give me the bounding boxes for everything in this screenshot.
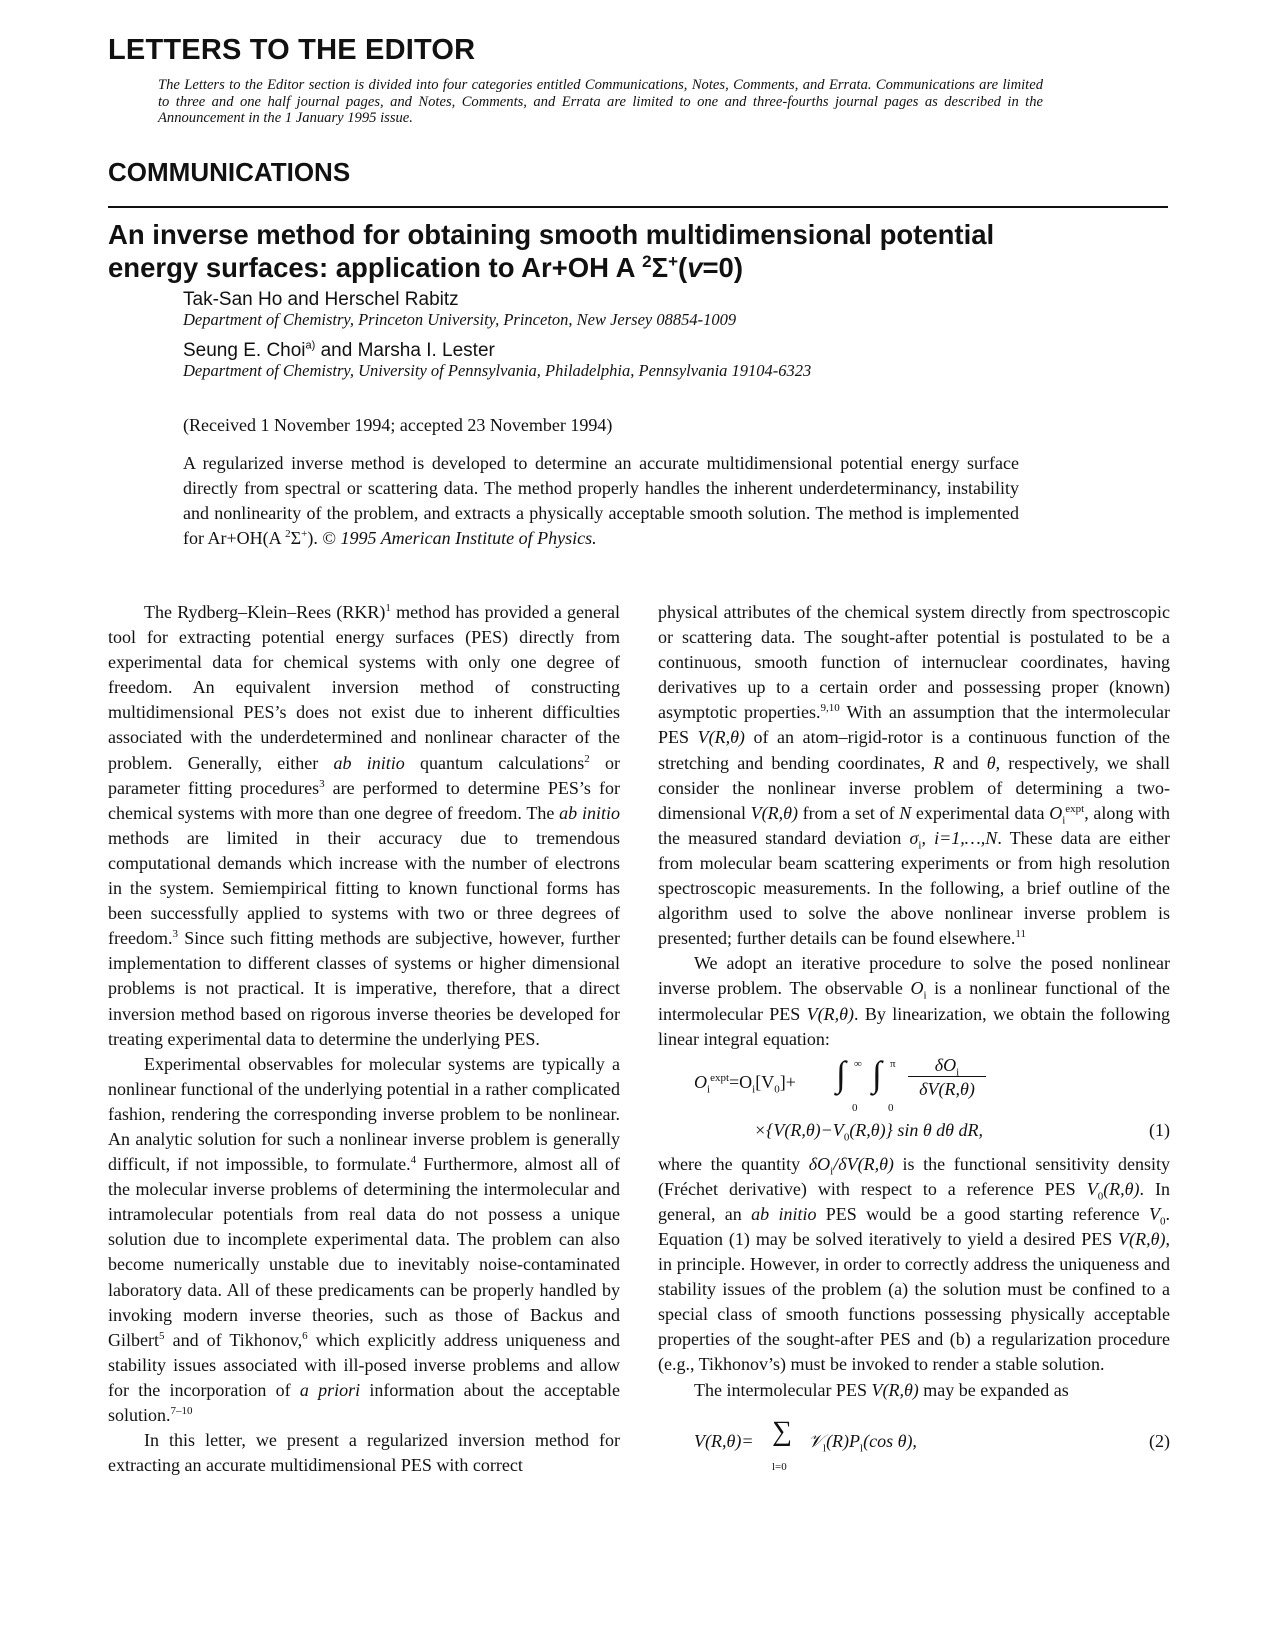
title-line-1: An inverse method for obtaining smooth multidimensional potential: [108, 219, 995, 250]
title-line-2: energy surfaces: application to Ar+OH A $^2$Σ+(v=0): [108, 251, 743, 283]
paragraph: The intermolecular PES V(R,θ) may be expanded as: [694, 1379, 1069, 1400]
paragraph: Experimental observables for molecular systems are typically a nonlinear functional of the underlying potential in a rather complicated fashion, rendering the corresponding inverse problem to be nonlinear. An analytic solution for such a nonlinear inverse problem is generally difficult, if not impossible, to formulate.$^4$ Furthermore, almost all of the molecular inverse problems of determining the intermolecular and intramolecular potentials from real data do not possess a unique solution due to incomplete experimental data. The problem can also become numerically unstable due to inevitably noise-contaminated laboratory data. All of these predicaments can be properly handled by invoking modern inverse theories, such as those of Backus and Gilbert$^5$ and of Tikhonov,$^6$ which explicitly address uniqueness and stability issues associated with ill-posed inverse problems and allow for the incorporation of a priori information about the acceptable solution.$^{7-10}$: [108, 1053, 620, 1425]
paragraph: The Rydberg–Klein–Rees (RKR)$^1$ method has provided a general tool for extracting potential energy surfaces (PES) directly from experimental data for chemical systems with only one degree of freedom. An equivalent inversion method of constructing multidimensional PES’s does not exist due to inherent difficulties associated with the underdetermined and nonlinear character of the problem. Generally, either ab initio quantum calculations$^2$ or parameter fitting procedures$^3$ are performed to determine PES’s for chemical systems with more than one degree of freedom. The ab initio methods are limited in their accuracy due to tremendous computational demands which increase with the number of electrons in the system. Semiempirical fitting to known functional forms has been successfully applied to systems with two or three degrees of freedom.$^3$ Since such fitting methods are subjective, however, further implementation to different classes of systems or higher dimensional problems is not practical. It is imperative, therefore, that a direct inversion method based on rigorous inverse theories be developed for treating experimental data to determine the underlying PES.: [108, 602, 621, 1049]
subsection-title: COMMUNICATIONS: [108, 157, 351, 187]
authors-1: Tak-San Ho and Herschel Rabitz: [183, 289, 459, 310]
authors-2: Seung E. Choi$^{a)}$ and Marsha I. Lester: [183, 339, 495, 361]
paragraph: We adopt an iterative procedure to solve the posed nonlinear inverse problem. The observable $O_i$ is a nonlinear functional of the intermolecular PES V(R,θ). By linearization, we obtain the following linear integral equation:: [658, 953, 1171, 1049]
equation-2: V(R,θ)= ∑ l=0 $𝒱_l(R)P_l(\cos$ θ), (2): [694, 1415, 1170, 1473]
sum-sign: ∑: [772, 1415, 792, 1447]
article-title: [108, 218, 1178, 284]
integral-sign: ∫: [836, 1053, 846, 1094]
fraction-numerator: $\delta O_i$: [908, 1054, 986, 1077]
paragraph: In this letter, we present a regularized inversion method for extracting an accurate multidimensional PES with correct: [108, 1430, 620, 1476]
equation-number: (1): [1149, 1119, 1170, 1140]
abstract: A regularized inverse method is developed to determine an accurate multidimensional potential energy surface directly from spectral or scattering data. The method properly handles the inherent underdeterminancy, instability and nonlinearity of the problem, and extracts a physically acceptable smooth solution. The method is implemented for Ar+OH(A $^2$Σ+). © 1995 American Institute of Physics.: [183, 453, 1019, 548]
paragraph: physical attributes of the chemical system directly from spectroscopic or scattering data. The sought-after potential is postulated to be a continuous, smooth function of internuclear coordinates, having derivatives up to a certain order and possessing proper (known) asymptotic properties.$^{9,10}$ With an assumption that the intermolecular PES V(R,θ) of an atom–rigid-rotor is a continuous function of the stretching and bending coordinates, R and θ, respectively, we shall consider the nonlinear inverse problem of determining a two-dimensional V(R,θ) from a set of N experimental data $O_i^{expt}$, along with the measured standard deviation $\sigma_i$, i=1,…,N. These data are either from molecular beam scattering experiments or from high resolution spectroscopic measurements. In the following, a brief outline of the algorithm used to solve the above nonlinear inverse problem is presented; further details can be found elsewhere.$^{11}$: [658, 602, 1171, 949]
left-column: [108, 600, 620, 1478]
equation-1-line-1: $O_i^{expt}=O_i[V_0]+$ ∫ ∞ 0 ∫ π 0 $\delta O_i$ δV(R,θ): [694, 1052, 1170, 1114]
equation-1-line-2: $\times\{V(R,\theta)-V_0(R,\theta)\}$ sin θ dθ dR, (1): [754, 1119, 1170, 1144]
affiliation-2: Department of Chemistry, University of Pennsylvania, Philadelphia, Pennsylvania 19104-6323: [183, 361, 812, 380]
equation-number: (2): [1149, 1430, 1170, 1451]
right-column: [658, 600, 1170, 1473]
affiliation-1: Department of Chemistry, Princeton University, Princeton, New Jersey 08854-1009: [183, 310, 737, 329]
title-rule: [108, 206, 1168, 208]
received-dates: (Received 1 November 1994; accepted 23 November 1994): [183, 415, 613, 435]
integral-sign: ∫: [872, 1053, 882, 1094]
section-title: LETTERS TO THE EDITOR: [108, 34, 476, 66]
paragraph: where the quantity $\delta O_i/\delta V(R,\theta)$ is the functional sensitivity density (Fréchet derivative) with respect to a reference PES $V_0(R,\theta)$. In general, an ab initio PES would be a good starting reference $V_0$. Equation (1) may be solved iteratively to yield a desired PES V(R,θ), in principle. However, in order to correctly address the uniqueness and stability issues of the problem (a) the solution must be confined to a special class of smooth functions possessing physically acceptable properties of the sought-after PES and (b) a regularization procedure (e.g., Tikhonov’s) must be invoked to render a stable solution.: [658, 1153, 1170, 1375]
fraction-denominator: δV(R,θ): [919, 1078, 975, 1099]
section-note: The Letters to the Editor section is divided into four categories entitled Communications, Notes, Comments, and Errata. Communications are limited to three and one half journal pages, and Notes, Comments, and Errata are limited to one and three-fourths journal pages as described in the Announcement in the 1 January 1995 issue.: [158, 77, 1043, 126]
